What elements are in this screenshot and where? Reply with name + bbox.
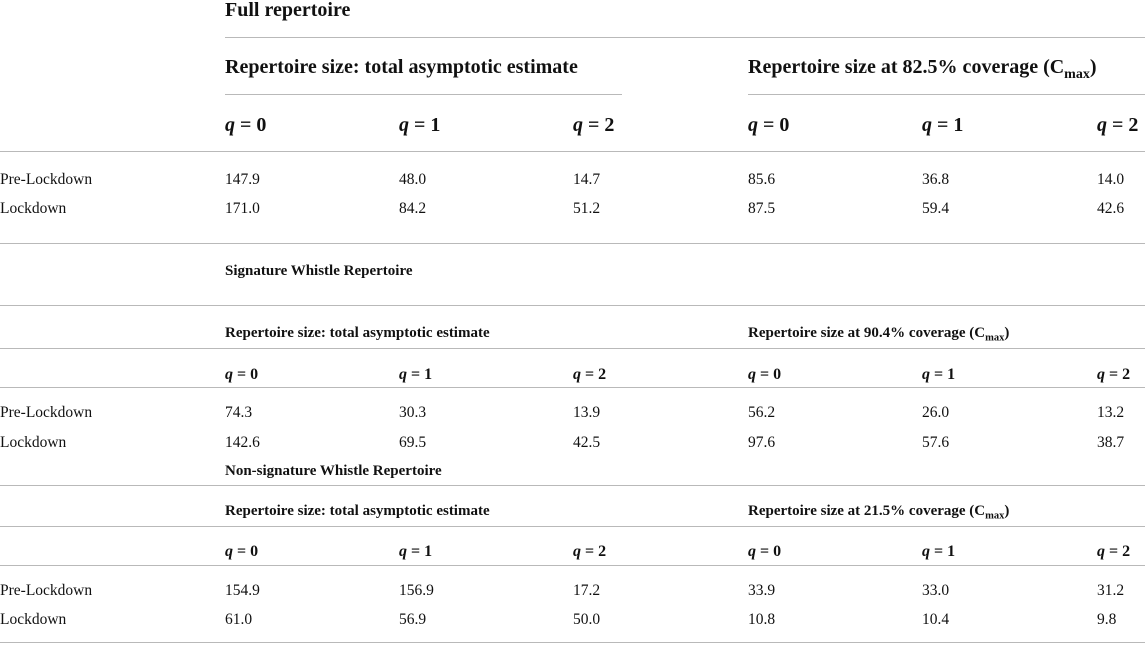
rule — [748, 94, 1145, 95]
table-cell: 84.2 — [399, 200, 427, 217]
section-title-signature: Signature Whistle Repertoire — [225, 263, 413, 279]
col-header-q: q = 2 — [1097, 114, 1139, 136]
col-header-q: q = 0 — [225, 543, 259, 560]
row-label: Pre-Lockdown — [0, 404, 93, 421]
table-cell: 147.9 — [225, 171, 260, 188]
rule — [0, 151, 1145, 152]
table-cell: 48.0 — [399, 171, 427, 188]
table-cell: 142.6 — [225, 434, 260, 451]
row-label: Lockdown — [0, 434, 67, 451]
group-header-coverage: Repertoire size at 21.5% coverage $(C_{max})$ — [748, 503, 1010, 522]
table-cell: 38.7 — [1097, 434, 1125, 451]
table-cell: 42.6 — [1097, 200, 1125, 217]
col-header-q: q = 1 — [399, 366, 433, 383]
table-cell: 17.2 — [573, 582, 601, 599]
table-cell: 87.5 — [748, 200, 776, 217]
table-cell: 14.7 — [573, 171, 601, 188]
table-cell: 33.0 — [922, 582, 950, 599]
col-header-q: q = 0 — [225, 114, 267, 136]
table-cell: 13.9 — [573, 404, 601, 421]
row-label: Lockdown — [0, 200, 67, 217]
col-header-q: q = 1 — [922, 543, 956, 560]
section-title-full: Full repertoire — [225, 0, 351, 21]
table-cell: 36.8 — [922, 171, 950, 188]
col-header-q: q = 2 — [573, 114, 615, 136]
col-header-q: q = 2 — [1097, 366, 1131, 383]
table-cell: 10.4 — [922, 611, 950, 628]
table-cell: 56.2 — [748, 404, 776, 421]
col-header-q: q = 1 — [922, 366, 956, 383]
rule — [0, 526, 1145, 527]
col-header-q: q = 1 — [399, 543, 433, 560]
table-cell: 154.9 — [225, 582, 260, 599]
col-header-q: q = 1 — [922, 114, 964, 136]
table-cell: 31.2 — [1097, 582, 1125, 599]
rule — [0, 642, 1145, 643]
rule — [0, 565, 1145, 566]
col-header-q: q = 0 — [748, 366, 782, 383]
table-cell: 156.9 — [399, 582, 434, 599]
table-cell: 13.2 — [1097, 404, 1125, 421]
table-cell: 69.5 — [399, 434, 427, 451]
col-header-q: q = 2 — [1097, 543, 1131, 560]
section-title-non-signature: Non-signature Whistle Repertoire — [225, 463, 442, 479]
table-cell: 59.4 — [922, 200, 950, 217]
group-header-coverage: Repertoire size at 90.4% coverage $(C_{max})$ — [748, 325, 1010, 344]
row-label: Lockdown — [0, 611, 67, 628]
row-label: Pre-Lockdown — [0, 171, 93, 188]
rule — [225, 37, 1145, 38]
table-cell: 61.0 — [225, 611, 253, 628]
group-header-asymptotic: Repertoire size: total asymptotic estimate — [225, 56, 578, 78]
table-cell: 26.0 — [922, 404, 950, 421]
group-header-coverage: Repertoire size at 82.5% coverage $(C_{max})$ — [748, 56, 1097, 82]
table-cell: 51.2 — [573, 200, 601, 217]
table-cell: 30.3 — [399, 404, 427, 421]
group-header-asymptotic: Repertoire size: total asymptotic estimate — [225, 503, 490, 519]
rule — [0, 485, 1145, 486]
col-header-q: q = 0 — [748, 543, 782, 560]
rule — [0, 387, 1145, 388]
col-header-q: q = 1 — [399, 114, 441, 136]
table-cell: 97.6 — [748, 434, 776, 451]
table-cell: 10.8 — [748, 611, 776, 628]
col-header-q: q = 2 — [573, 366, 607, 383]
table-cell: 42.5 — [573, 434, 601, 451]
col-header-q: q = 0 — [225, 366, 259, 383]
rule — [0, 243, 1145, 244]
col-header-q: q = 0 — [748, 114, 790, 136]
rule — [0, 348, 1145, 349]
table-cell: 74.3 — [225, 404, 253, 421]
table-cell: 9.8 — [1097, 611, 1117, 628]
rule — [0, 305, 1145, 306]
col-header-q: q = 2 — [573, 543, 607, 560]
table-cell: 50.0 — [573, 611, 601, 628]
table-cell: 14.0 — [1097, 171, 1125, 188]
table-cell: 33.9 — [748, 582, 776, 599]
row-label: Pre-Lockdown — [0, 582, 93, 599]
table-cell: 56.9 — [399, 611, 427, 628]
table-cell: 85.6 — [748, 171, 776, 188]
rule — [225, 94, 622, 95]
group-header-asymptotic: Repertoire size: total asymptotic estimate — [225, 325, 490, 341]
table-cell: 171.0 — [225, 200, 260, 217]
table-cell: 57.6 — [922, 434, 950, 451]
